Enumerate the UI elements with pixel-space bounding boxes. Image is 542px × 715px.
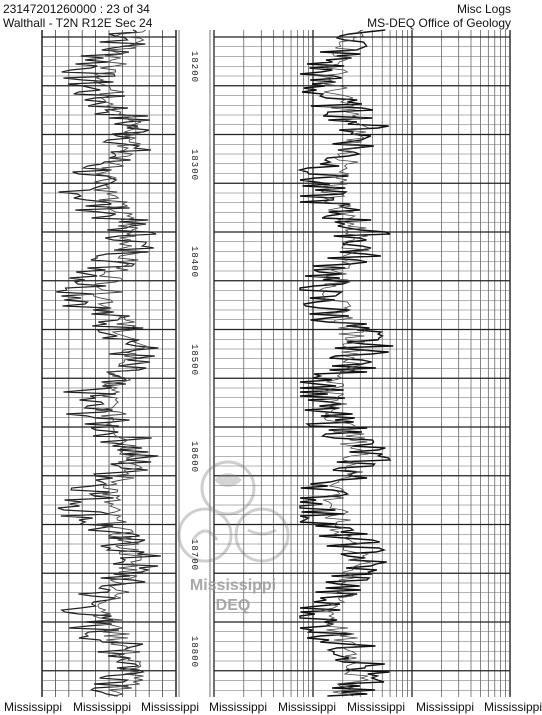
record-id: 23147201260000 : 23 of 34 <box>3 2 150 16</box>
well-location: Walthall - T2N R12E Sec 24 <box>3 16 153 30</box>
depth-label: 18800 <box>189 636 199 669</box>
footer-word: Mississippi <box>209 700 268 714</box>
footer-word: Mississippi <box>278 700 337 714</box>
depth-label: 18400 <box>189 246 199 279</box>
footer-word: Mississippi <box>484 700 542 714</box>
depth-label: 18500 <box>189 343 199 376</box>
agency-name: MS-DEQ Office of Geology <box>367 16 511 30</box>
footer-word: Mississippi <box>141 700 200 714</box>
depth-label: 18700 <box>189 538 199 571</box>
log-category: Misc Logs <box>456 2 511 16</box>
footer-word: Mississippi <box>347 700 406 714</box>
footer-word: Mississippi <box>73 700 132 714</box>
watermark-line2: DEQ <box>215 597 251 614</box>
footer-word: Mississippi <box>416 700 475 714</box>
watermark-line1: Mississippi <box>189 577 277 594</box>
depth-label: 18600 <box>189 441 199 474</box>
depth-label: 18200 <box>189 51 199 84</box>
footer-word: Mississippi <box>4 700 63 714</box>
depth-label: 18300 <box>189 148 199 181</box>
